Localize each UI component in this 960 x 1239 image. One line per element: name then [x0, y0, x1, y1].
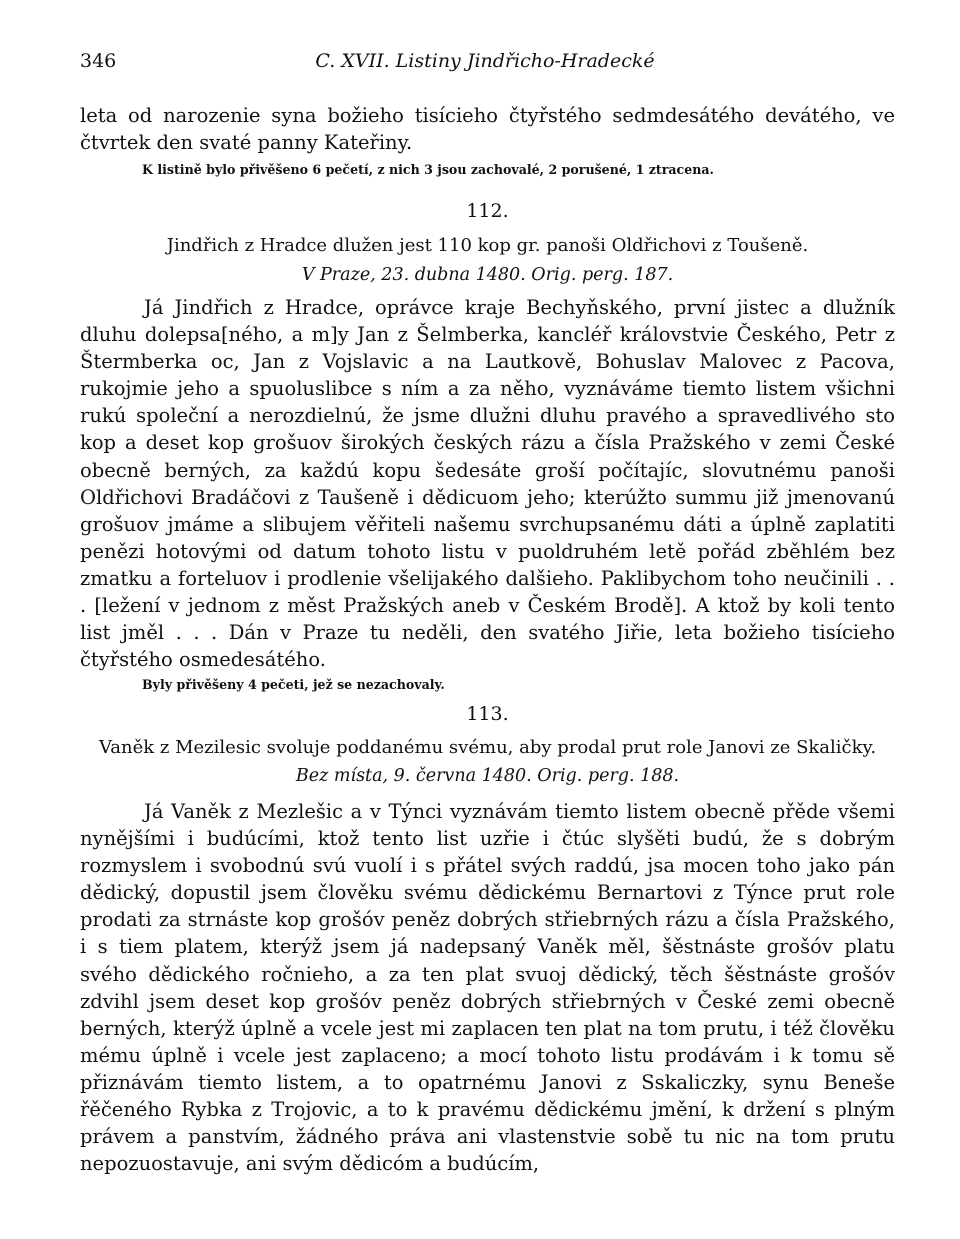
document-date: Bez místa, 9. června 1480. Orig. perg. 188.	[295, 766, 680, 786]
document-number: 113.	[466, 703, 509, 725]
seal-note: Byly přivěšeny 4 pečeti, jež se nezachovaly.	[142, 677, 445, 693]
running-title: C. XVII. Listiny Jindřicho-Hradecké	[315, 50, 655, 72]
running-head	[80, 46, 890, 76]
continuation-block	[80, 102, 895, 180]
document-text: Já Jindřich z Hradce, oprávce kraje Bechyňského, první jistec a dlužník dluhu dolepsa[ného, a m]y Jan z Šelmberka, kancléř královstvie Českého, Petr z Štermberka oc, Jan z Vojslavic a na Lautkově, Bohuslav Malovec z Pacova, rukojmie jeho a spuoluslibce s ním a za něho, vyznáváme tiemto listem všichni rukú společní a nerozdielnú, že jsme dlužni dluhu pravého a spravedlivého sto kop a deset kop grošuov širokých českých rázu a čísla Pražského v zemi České obecně berných, za každú kopu šedesáte groší počítajíc, slovutnému panoši Oldřichovi Bradáčovi z Taušeně i dědicuom jeho; kterúžto summu již jmenovanú grošuov jmáme a slibujem věřiteli našemu svrchupsanému dáti a úplně zaplatiti penězi hotovými od datum tohoto listu v puoldruhém letě pořád zběhlém bez zmatku a forteluov i prodlenie všelijakého dalšieho. Paklibychom toho neučinili . . . [ležení v jednom z měst Pražských aneb v Českém Brodě]. A ktož by koli tento list jměl . . . Dán v Praze tu neděli, den svatého Jiřie, leta božieho tisícieho čtyřstého osmedesátého.	[80, 296, 895, 672]
continuation-text: leta od narozenie syna božieho tisícieho čtyřstého sedmdesátého devátého, ve čtvrtek den svaté panny Kateřiny.	[80, 104, 895, 155]
document-number: 112.	[466, 200, 509, 222]
document-text: Já Vaněk z Mezlešic a v Týnci vyznávám tiemto listem obecně přěde všemi nynějšími i budúcími, ktož tento list uzřie i čtúc slyšěti budú, že s dobrým rozmyslem i svobodnú svú vuolí i s přátel svých raddú, jsa mocen toho jako pán dědický, dopustil jsem člověku svému dědickému Bernartovi z Týnce prut role prodati za strnáste kop grošóv peněz dobrých střiebrných rázu a čísla Pražského, i s tiem platem, kterýž jsem já nadepsaný Vaněk měl, šěstnáste grošóv platu svého dědického ročnieho, a za ten plat svuoj dědický, těch šěstnáste grošóv zdvihl jsem deset kop grošóv peněz dobrých střiebrných v České zemi obecně berných, kterýž úplně a vcele jest mi zaplacen ten plat na tom prutu, i též člověku mému úplně i vcele jest zaplaceno; a mocí tohoto listu prodávám i k tomu sě přiznávám tiemto listem, a to opatrnému Janovi z Sskaliczky, synu Beneše řěčeného Rybka z Trojovic, a to k pravému dědickému jmění, k držení s plným právem a panstvím, žádného práva ani vlastenstvie sobě tu nic na tom prutu nepozuostavuje, ani svým dědicóm a budúcím,	[80, 800, 895, 1176]
document-body	[80, 294, 895, 695]
document-summary: Jindřich z Hradce dlužen jest 110 kop gr. panoši Oldřichovi z Toušeně.	[166, 235, 809, 256]
document-body	[80, 798, 895, 1177]
document-summary: Vaněk z Mezilesic svoluje poddanému svému, aby prodal prut role Janovi ze Skaličky.	[98, 737, 877, 758]
seal-note: K listině bylo přivěšeno 6 pečetí, z nich 3 jsou zachovalé, 2 porušené, 1 ztracena.	[142, 162, 714, 178]
document-date: V Praze, 23. dubna 1480. Orig. perg. 187.	[301, 265, 674, 285]
page-number: 346	[80, 50, 117, 72]
